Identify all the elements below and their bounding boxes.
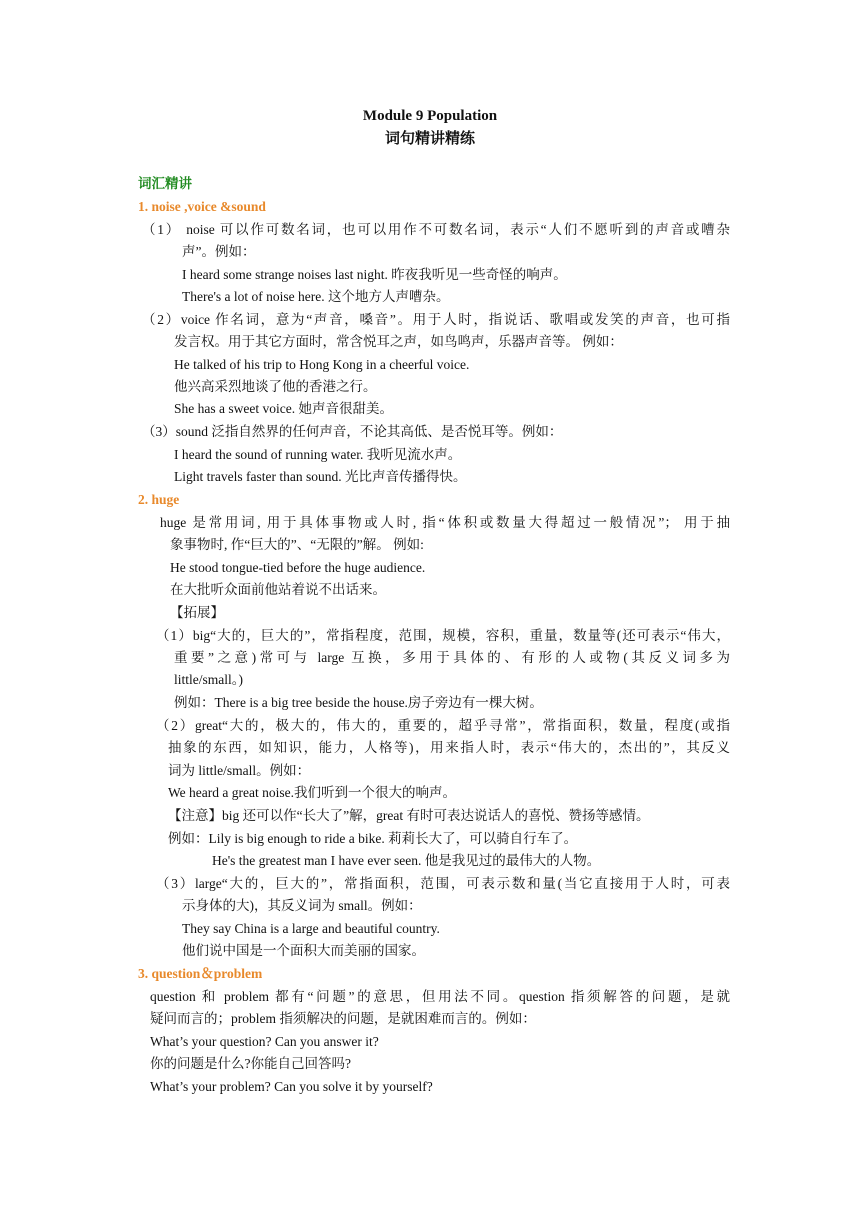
text-line: We heard a great noise.我们听到一个很大的响声。 bbox=[168, 785, 456, 800]
text-line: 象事物时, 作“巨大的”、“无限的”解。 例如: bbox=[170, 537, 424, 552]
text-line: （2）great“大的，极大的，伟大的，重要的，超乎寻常”，常指面积，数量，程度(或指 bbox=[156, 718, 730, 733]
text-line: （3）sound 泛指自然界的任何声音，不论其高低、是否悦耳等。例如： bbox=[142, 424, 563, 439]
text-line: They say China is a large and beautiful country. bbox=[182, 921, 440, 936]
text-line: I heard some strange noises last night. 昨夜我听见一些奇怪的响声。 bbox=[182, 267, 567, 282]
section-heading: 词汇精讲 bbox=[138, 176, 192, 191]
text-line: （3）large“大的，巨大的”，常指面积，范围，可表示数和量(当它直接用于人时，可表 bbox=[156, 876, 730, 891]
entry-heading: 2. huge bbox=[138, 492, 180, 507]
text-line: 例如：There is a big tree beside the house.房子旁边有一棵大树。 bbox=[174, 695, 543, 710]
text-line: 在大批听众面前他站着说不出话来。 bbox=[170, 582, 386, 597]
text-line: 重要”之意)常可与 large 互换，多用于具体的、有形的人或物(其反义词多为 bbox=[174, 650, 730, 665]
page-subtitle: 词句精讲精练 bbox=[384, 131, 475, 147]
text-line: 他兴高采烈地谈了他的香港之行。 bbox=[174, 379, 377, 394]
text-line: 词为 little/small。例如： bbox=[168, 763, 311, 778]
text-line: （1） noise 可以作可数名词，也可以用作不可数名词，表示“人们不愿听到的声音或嘈杂 bbox=[142, 222, 730, 237]
text-line: 示身体的大)，其反义词为 small。例如： bbox=[182, 898, 422, 913]
text-line: What’s your problem? Can you solve it by yourself? bbox=[150, 1079, 433, 1094]
text-line: Light travels faster than sound. 光比声音传播得快。 bbox=[174, 469, 467, 484]
text-line: 他们说中国是一个面积大而美丽的国家。 bbox=[182, 943, 425, 958]
text-line: 【拓展】 bbox=[170, 605, 224, 620]
text-line: There's a lot of noise here. 这个地方人声嘈杂。 bbox=[182, 289, 450, 304]
text-line: little/small。) bbox=[174, 672, 243, 687]
entry-heading: 3. question＆problem bbox=[138, 966, 263, 981]
page-title: Module 9 Population bbox=[362, 108, 498, 124]
text-line: 你的问题是什么?你能自己回答吗? bbox=[150, 1056, 351, 1071]
text-line: I heard the sound of running water. 我听见流水声。 bbox=[174, 447, 462, 462]
text-line: （2）voice 作名词，意为“声音，嗓音”。用于人时，指说话、歌唱或发笑的声音，也可指 bbox=[142, 312, 730, 327]
text-line: He talked of his trip to Hong Kong in a cheerful voice. bbox=[174, 357, 470, 372]
text-line: He's the greatest man I have ever seen. 他是我见过的最伟大的人物。 bbox=[212, 853, 601, 868]
text-line: huge 是常用词, 用于具体事物或人时, 指“体积或数量大得超过一般情况”； 用于抽 bbox=[160, 515, 730, 530]
text-line: 【注意】big 还可以作“长大了”解，great 有时可表达说话人的喜悦、赞扬等感情。 bbox=[168, 808, 650, 823]
text-line: 发言权。用于其它方面时，常含悦耳之声，如鸟鸣声，乐器声音等。 例如： bbox=[174, 334, 623, 349]
entry-heading: 1. noise ,voice &sound bbox=[138, 199, 266, 214]
text-line: 抽象的东西，如知识，能力，人格等)，用来指人时，表示“伟大的，杰出的”，其反义 bbox=[168, 740, 730, 755]
text-line: She has a sweet voice. 她声音很甜美。 bbox=[174, 401, 393, 416]
text-line: question 和 problem 都有“问题”的意思，但用法不同。question 指须解答的问题，是就 bbox=[150, 989, 730, 1004]
text-line: He stood tongue-tied before the huge audience. bbox=[170, 560, 426, 575]
text-line: （1）big“大的，巨大的”，常指程度，范围，规模，容积，重量，数量等(还可表示“伟大， bbox=[156, 628, 730, 643]
text-line: What’s your question? Can you answer it? bbox=[150, 1034, 379, 1049]
text-line: 疑问而言的；problem 指须解决的问题，是就困难而言的。例如： bbox=[150, 1011, 536, 1026]
text-line: 声”。例如： bbox=[182, 244, 256, 259]
text-line: 例如：Lily is big enough to ride a bike. 莉莉长大了，可以骑自行车了。 bbox=[168, 831, 578, 846]
